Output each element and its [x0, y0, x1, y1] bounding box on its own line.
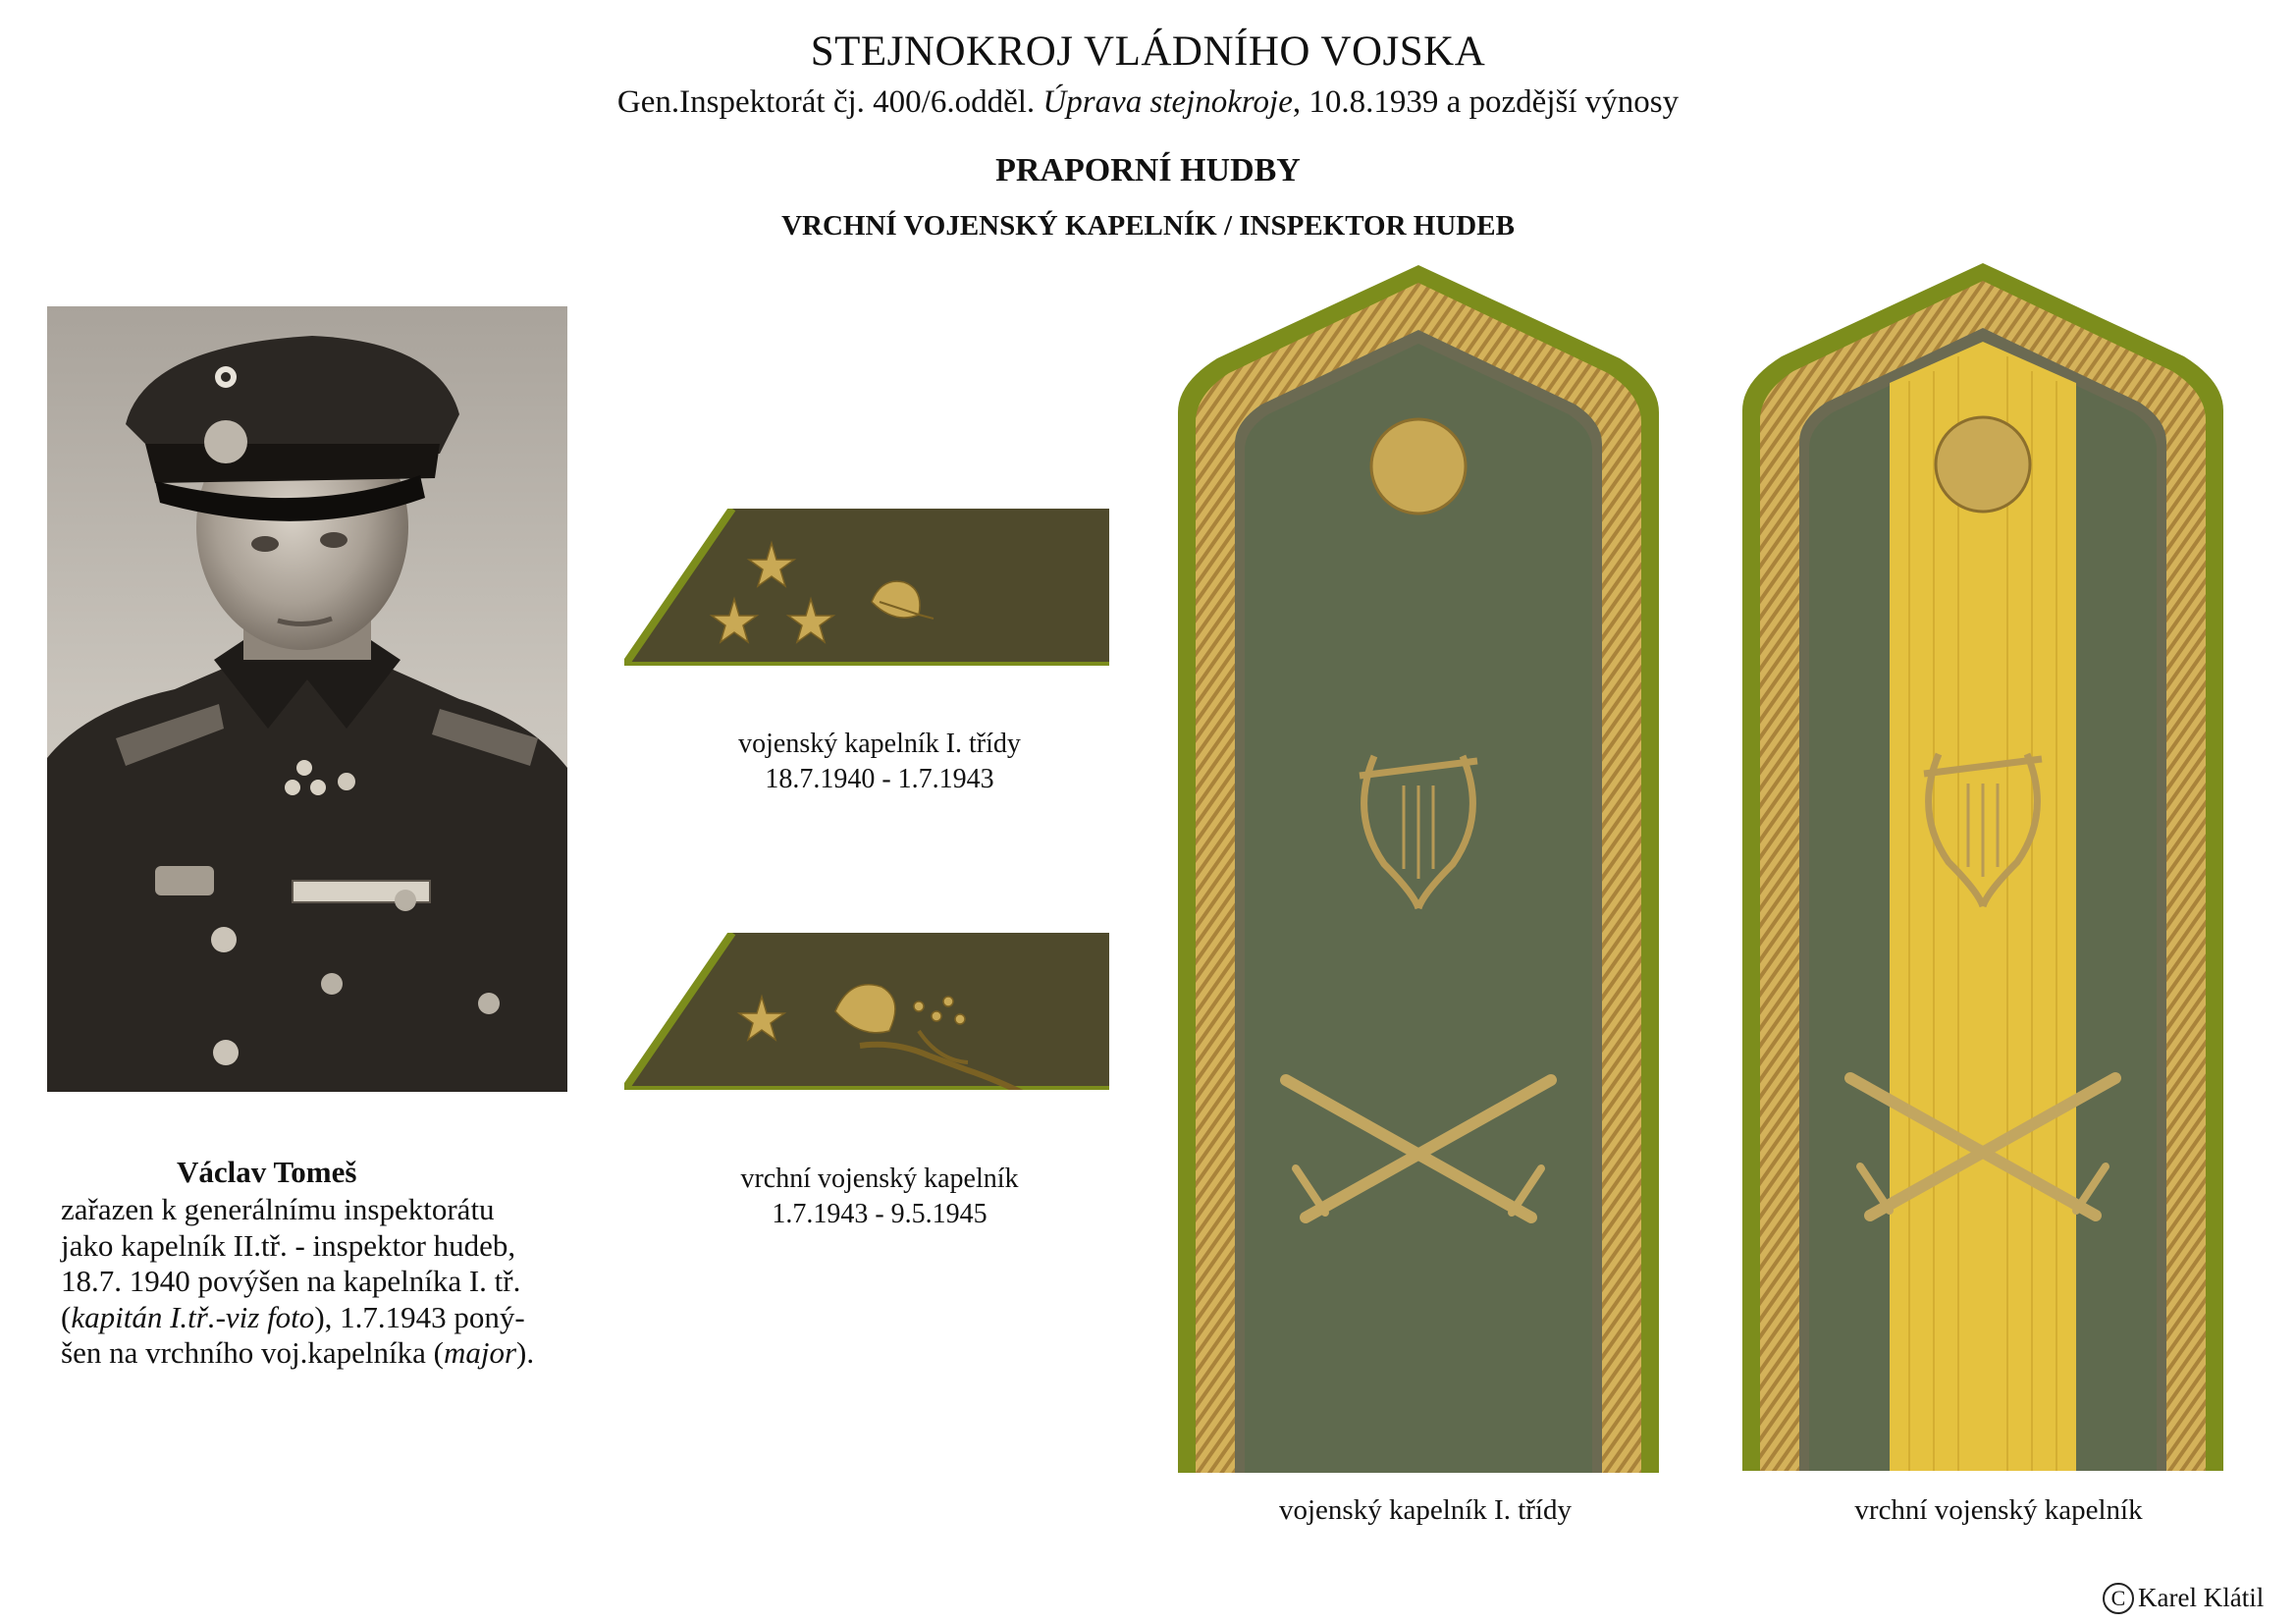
section-heading: PRAPORNÍ HUDBY [995, 152, 1301, 189]
subtitle-italic-text: Úprava stejnokroje [1042, 84, 1293, 120]
person-bio [61, 1192, 611, 1372]
copyright-notice [2103, 1583, 2264, 1614]
page-title: STEJNOKROJ VLÁDNÍHO VOJSKA [810, 28, 1486, 75]
collar-patch-caption [624, 1162, 1135, 1232]
collar-patch-star-linden-branch [624, 933, 1109, 1090]
button-icon [1936, 417, 2030, 512]
shoulder-board-senior-kapelnik [1742, 263, 2223, 1471]
shoulder-board-caption: vojenský kapelník I. třídy [1278, 1494, 1572, 1526]
shoulder-board-kapelnik-1st-class [1178, 265, 1659, 1473]
collar-patch-label: vojenský kapelník I. třídy [738, 729, 1021, 759]
button-icon [1371, 419, 1466, 514]
subtitle-text-1: Gen.Inspektorát čj. 400/6.odděl. [616, 84, 1043, 120]
portrait-photo [47, 306, 567, 1092]
collar-patch-label: vrchní vojenský kapelník [740, 1164, 1019, 1194]
bio-italic-text: major [443, 1335, 517, 1370]
collar-patch-dates: 1.7.1943 - 9.5.1945 [772, 1199, 988, 1229]
bio-line: zařazen k generálnímu inspektorátu [61, 1192, 495, 1226]
subsection-heading: VRCHNÍ VOJENSKÝ KAPELNÍK / INSPEKTOR HUDEB [781, 210, 1515, 242]
subtitle-text-2: , 10.8.1939 a pozdější výnosy [1292, 84, 1680, 120]
shoulder-board-caption: vrchní vojenský kapelník [1854, 1494, 2143, 1526]
page-subtitle [0, 84, 2296, 121]
person-name: Václav Tomeš [177, 1155, 357, 1189]
collar-patch-3-stars [624, 509, 1109, 666]
bio-text: ( [61, 1299, 72, 1334]
bio-text: šen na vrchního voj.kapelníka ( [61, 1335, 444, 1370]
bio-line: jako kapelník II.tř. - inspektor hudeb, [61, 1227, 516, 1263]
collar-patch-dates: 18.7.1940 - 1.7.1943 [765, 764, 994, 794]
bio-text: ), 1.7.1943 poný- [314, 1299, 525, 1334]
bio-italic-text: kapitán I.tř.-viz foto [71, 1299, 315, 1334]
collar-patch-caption [624, 727, 1135, 797]
bio-text: ). [516, 1335, 535, 1370]
copyright-author: Karel Klátil [2138, 1583, 2265, 1612]
copyright-icon: C [2103, 1583, 2134, 1614]
bio-line: 18.7. 1940 povýšen na kapelníka I. tř. [61, 1264, 521, 1298]
bio-line [61, 1300, 611, 1336]
bio-line [61, 1335, 611, 1372]
